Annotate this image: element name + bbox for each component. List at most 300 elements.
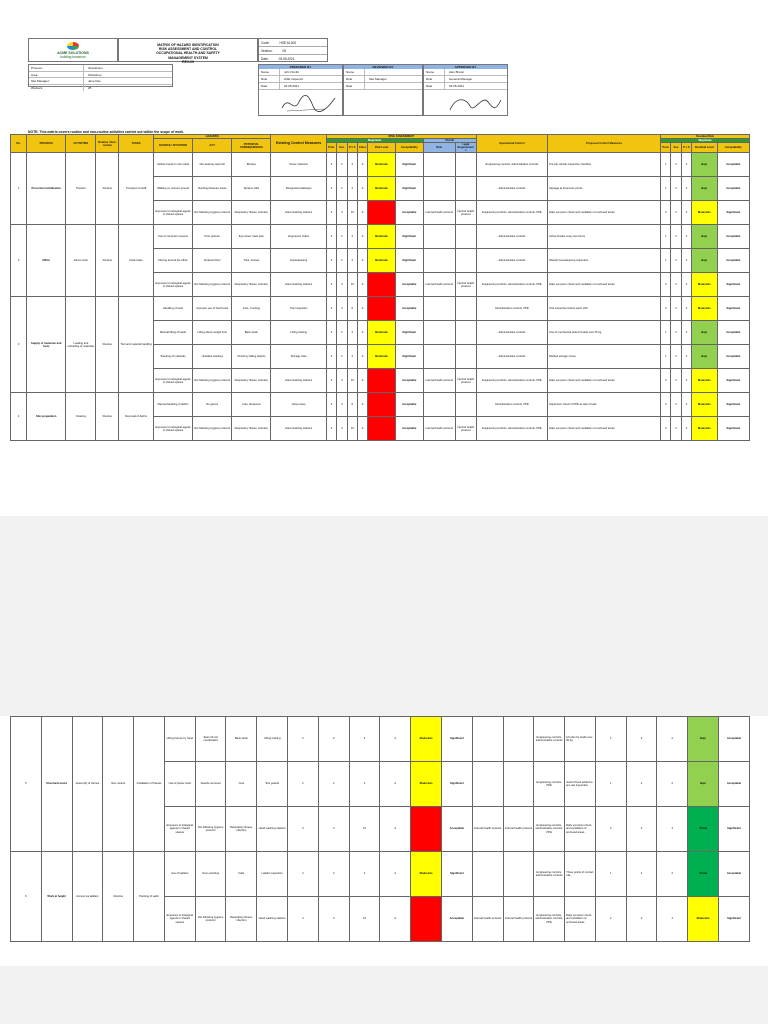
info-row bbox=[29, 65, 172, 72]
signature-value: 03.05.2021 bbox=[284, 84, 300, 88]
legal-requirement: Internal health protocol bbox=[455, 417, 476, 441]
signature-row bbox=[344, 69, 422, 76]
existing-control: Ladder inspection bbox=[257, 852, 288, 897]
signature-row bbox=[259, 76, 342, 83]
p-x-s-value: 8 bbox=[347, 297, 357, 321]
probability-value: 2 bbox=[326, 345, 336, 369]
signature-value: 03.05.2021 bbox=[449, 84, 465, 88]
existing-control: Hand washing stations bbox=[257, 807, 288, 852]
residual-level-badge: Bajo bbox=[692, 345, 717, 369]
routine-type: Routine bbox=[96, 297, 119, 393]
signature-label: Name bbox=[259, 69, 280, 75]
col-header-no: No. bbox=[11, 135, 27, 153]
risk-level-badge: Critico bbox=[368, 273, 396, 297]
proposed-control: Pre-trip vehicle inspection checklist bbox=[548, 153, 661, 177]
p-x-s-value: 4 bbox=[347, 345, 357, 369]
task-name: Tool and material handling bbox=[119, 297, 154, 393]
hazard-source: Exposure to biological agents in shared spaces bbox=[153, 201, 192, 225]
signature-value: HSE Inspector bbox=[284, 77, 304, 81]
residual-probability: 1 bbox=[595, 717, 626, 762]
risk-level-badge: Moderado bbox=[411, 852, 442, 897]
col-header-severity: Sev. bbox=[337, 143, 347, 153]
residual-p-x-s: 2 bbox=[657, 762, 688, 807]
probability-value: 4 bbox=[326, 273, 336, 297]
existing-control: Tool inspection bbox=[271, 297, 326, 321]
col-header-process: PROCESS bbox=[27, 135, 66, 153]
residual-acceptability: Acceptable bbox=[717, 249, 750, 273]
hazard-act: No gloves bbox=[193, 393, 232, 417]
proposed-control: Weekly housekeeping inspection bbox=[548, 249, 661, 273]
proposed-control: Supervisor check of PPE at start of task bbox=[548, 393, 661, 417]
severity-value: 2 bbox=[337, 153, 347, 177]
task-name: Desk tasks bbox=[119, 225, 154, 297]
class-value: A bbox=[357, 201, 367, 225]
document-note: NOTE: This matrix covers routine and non-routine activities carried out within the scope of work. bbox=[28, 130, 184, 134]
operational-control: Engineering controls, administrative controls, PPE bbox=[476, 417, 547, 441]
hazard-act: Not following hygiene protocol bbox=[195, 807, 226, 852]
residual-level-badge: Moderado bbox=[692, 369, 717, 393]
risk-level-badge: Moderado bbox=[368, 345, 396, 369]
signature-empty bbox=[344, 90, 422, 119]
acceptability-value: Acceptable bbox=[395, 393, 423, 417]
legal-requirement: Internal health protocol bbox=[503, 807, 534, 852]
class-value: A bbox=[357, 393, 367, 417]
routine-type: Routine bbox=[96, 153, 119, 225]
signature-row bbox=[344, 83, 422, 90]
residual-acceptability: Significant bbox=[717, 393, 750, 417]
hazard-act: Not following hygiene protocol bbox=[193, 273, 232, 297]
class-value: A bbox=[380, 717, 411, 762]
existing-control: Designated walkways bbox=[271, 177, 326, 201]
hazard-act: Over-reaching bbox=[195, 852, 226, 897]
residual-acceptability: Acceptable bbox=[717, 177, 750, 201]
proposed-control: Signage at all access points bbox=[548, 177, 661, 201]
residual-p-x-s: 4 bbox=[681, 417, 691, 441]
signature-row bbox=[424, 76, 507, 83]
proposed-control: Daily symptom check and ventilation of enclosed areas bbox=[548, 201, 661, 225]
risk-note: Internal health protocol bbox=[472, 807, 503, 852]
potential-consequence: Respiratory illness, infection bbox=[232, 273, 271, 297]
residual-acceptability: Acceptable bbox=[717, 153, 750, 177]
col-header-proposed-controls: Proposed Control Measures bbox=[548, 135, 661, 153]
potential-consequence: Respiratory illness, infection bbox=[232, 369, 271, 393]
residual-p-x-s: 4 bbox=[681, 297, 691, 321]
risk-level-badge: Moderado bbox=[368, 153, 396, 177]
existing-control: Tool guards bbox=[257, 762, 288, 807]
hazard-source: Exposure to biological agents in shared spaces bbox=[153, 273, 192, 297]
hazard-act: Rushing between areas bbox=[193, 177, 232, 201]
class-value: A bbox=[380, 897, 411, 942]
signature-row bbox=[344, 76, 422, 83]
approved-by-block bbox=[423, 64, 508, 116]
operational-control: Administrative controls bbox=[476, 225, 547, 249]
signature-label: Name bbox=[424, 69, 445, 75]
operational-control: Engineering controls, administrative controls, PPE bbox=[476, 369, 547, 393]
residual-severity: 2 bbox=[626, 897, 657, 942]
legal-requirement bbox=[455, 297, 476, 321]
acceptability-value: Acceptable bbox=[395, 273, 423, 297]
residual-acceptability: Acceptable bbox=[717, 225, 750, 249]
potential-consequence: Cuts, abrasions bbox=[232, 393, 271, 417]
severity-value: 4 bbox=[337, 417, 347, 441]
severity-value: 2 bbox=[337, 345, 347, 369]
proposed-control: Daily symptom check and ventilation of enclosed areas bbox=[548, 369, 661, 393]
residual-level-badge: Moderado bbox=[692, 393, 717, 417]
hazard-source: Use of power tools bbox=[164, 762, 195, 807]
existing-control: Lifting training bbox=[257, 717, 288, 762]
hazard-act: Cluttered floor bbox=[193, 249, 232, 273]
table-row bbox=[11, 297, 750, 321]
p-x-s-value: 4 bbox=[347, 225, 357, 249]
residual-p-x-s: 4 bbox=[681, 393, 691, 417]
residual-level-badge: Trivial bbox=[688, 807, 719, 852]
signature-image bbox=[259, 90, 342, 119]
meta-code bbox=[259, 39, 327, 47]
operational-control: Engineering controls, administrative controls, PPE bbox=[476, 201, 547, 225]
operational-control: Engineering controls, administrative controls, PPE bbox=[534, 807, 565, 852]
process-name: Work at height bbox=[41, 852, 72, 942]
residual-p-x-s: 4 bbox=[681, 201, 691, 225]
risk-note: Internal health protocol bbox=[472, 897, 503, 942]
residual-acceptability: Significant bbox=[717, 201, 750, 225]
risk-level-badge: Critico bbox=[411, 807, 442, 852]
info-value: Operations bbox=[88, 65, 103, 70]
meta-date bbox=[259, 55, 327, 63]
potential-consequence: Cuts bbox=[226, 762, 257, 807]
residual-level-badge: Moderado bbox=[692, 273, 717, 297]
residual-level-badge: Bajo bbox=[692, 249, 717, 273]
col-header-act: ACT bbox=[193, 139, 232, 153]
class-value: A bbox=[380, 852, 411, 897]
signature-heading: REVIEWED BY bbox=[344, 65, 422, 69]
hazard-source: Manual lifting of loads bbox=[153, 321, 192, 345]
row-number: 5 bbox=[11, 717, 42, 852]
signature-value: Alex Brown bbox=[449, 70, 465, 74]
row-number: 1 bbox=[11, 153, 27, 225]
meta-label: Code: bbox=[261, 40, 270, 45]
probability-value: 2 bbox=[326, 225, 336, 249]
hazard-source: Moving around the office bbox=[153, 249, 192, 273]
potential-consequence: Back strain bbox=[232, 321, 271, 345]
hazard-act: Team lift not coordinated bbox=[195, 717, 226, 762]
risk-level-badge: Moderado bbox=[368, 321, 396, 345]
p-x-s-value: 4 bbox=[349, 717, 380, 762]
signature-heading: PREPARED BY bbox=[259, 65, 342, 69]
acceptability-value: Significant bbox=[441, 852, 472, 897]
hazard-act: Improper use of hand tools bbox=[193, 297, 232, 321]
p-x-s-value: 4 bbox=[347, 177, 357, 201]
residual-probability: 2 bbox=[661, 273, 671, 297]
signature-label: Date bbox=[259, 83, 280, 89]
operational-control: Engineering controls, administrative controls bbox=[534, 717, 565, 762]
severity-value: 2 bbox=[318, 762, 349, 807]
legal-requirement: Internal health protocol bbox=[455, 273, 476, 297]
existing-control: Ergonomic chairs bbox=[271, 225, 326, 249]
residual-severity: 2 bbox=[671, 201, 681, 225]
probability-value: 4 bbox=[326, 201, 336, 225]
acceptability-value: Acceptable bbox=[395, 369, 423, 393]
p-x-s-value: 4 bbox=[349, 762, 380, 807]
residual-severity: 2 bbox=[671, 249, 681, 273]
probability-value: 2 bbox=[288, 717, 319, 762]
residual-level-badge: Bajo bbox=[688, 762, 719, 807]
signature-row bbox=[259, 83, 342, 90]
activity-name: Assembly of frames bbox=[72, 717, 103, 852]
info-value: Workshop bbox=[88, 72, 102, 77]
residual-probability: 2 bbox=[595, 897, 626, 942]
legal-requirement bbox=[455, 249, 476, 273]
residual-p-x-s: 2 bbox=[681, 225, 691, 249]
risk-matrix-table bbox=[10, 716, 750, 942]
logo-tagline: building tomorrow bbox=[60, 55, 86, 59]
residual-severity: 2 bbox=[626, 807, 657, 852]
legal-requirement: Internal health protocol bbox=[455, 201, 476, 225]
signature-label: Role bbox=[424, 76, 445, 82]
existing-control: Storage rules bbox=[271, 345, 326, 369]
p-x-s-value: 4 bbox=[347, 321, 357, 345]
severity-value: 2 bbox=[337, 177, 347, 201]
potential-consequence: Back strain bbox=[226, 717, 257, 762]
signature-label: Role bbox=[259, 76, 280, 82]
risk-note bbox=[472, 717, 503, 762]
residual-severity: 2 bbox=[626, 717, 657, 762]
signature-value: Site Manager bbox=[369, 77, 387, 81]
residual-probability: 1 bbox=[661, 153, 671, 177]
class-value: A bbox=[380, 807, 411, 852]
hazard-act: Not following hygiene protocol bbox=[193, 369, 232, 393]
hazard-source: Lifting frames by hand bbox=[164, 717, 195, 762]
proposed-control: Tool inspection before each shift bbox=[548, 297, 661, 321]
risk-note: Internal health protocol bbox=[423, 369, 455, 393]
info-row bbox=[29, 72, 172, 79]
severity-value: 4 bbox=[337, 297, 347, 321]
residual-p-x-s: 4 bbox=[681, 369, 691, 393]
residual-probability: 2 bbox=[661, 369, 671, 393]
hazard-act: Lifting above weight limit bbox=[193, 321, 232, 345]
probability-value: 4 bbox=[288, 897, 319, 942]
residual-severity: 2 bbox=[671, 297, 681, 321]
residual-severity: 2 bbox=[671, 345, 681, 369]
class-value: A bbox=[357, 297, 367, 321]
acceptability-value: Significant bbox=[441, 717, 472, 762]
title-line: OCCUPATIONAL HEALTH AND SAFETY bbox=[156, 51, 220, 56]
document-title bbox=[118, 38, 258, 62]
severity-value: 4 bbox=[337, 369, 347, 393]
class-value: A bbox=[380, 762, 411, 807]
residual-severity: 2 bbox=[671, 177, 681, 201]
col-header-activities: ACTIVITIES bbox=[66, 135, 96, 153]
hazard-source: Exposure to biological agents in shared spaces bbox=[164, 807, 195, 852]
process-name: Structural works bbox=[41, 717, 72, 852]
operational-control: Engineering controls, administrative controls, PPE bbox=[476, 273, 547, 297]
p-x-s-value: 16 bbox=[347, 273, 357, 297]
col-header-probability: Prob. bbox=[326, 143, 336, 153]
residual-p-x-s: 2 bbox=[657, 717, 688, 762]
acceptability-value: Acceptable bbox=[395, 201, 423, 225]
col-header-risk: Risk bbox=[423, 143, 455, 153]
hazard-act: Guards removed bbox=[195, 762, 226, 807]
class-value: A bbox=[357, 153, 367, 177]
potential-consequence: Trips, bruises bbox=[232, 249, 271, 273]
hazard-source: Walking on uneven ground bbox=[153, 177, 192, 201]
col-header-value: VALUE bbox=[423, 139, 476, 143]
residual-severity: 2 bbox=[626, 852, 657, 897]
severity-value: 2 bbox=[318, 852, 349, 897]
class-value: A bbox=[357, 321, 367, 345]
probability-value: 2 bbox=[326, 177, 336, 201]
p-x-s-value: 16 bbox=[347, 417, 357, 441]
residual-level-badge: Moderado bbox=[692, 201, 717, 225]
risk-note bbox=[423, 177, 455, 201]
residual-acceptability: Acceptable bbox=[718, 852, 749, 897]
risk-level-badge: Critico bbox=[368, 201, 396, 225]
hazard-act: Poor posture bbox=[193, 225, 232, 249]
residual-probability: 2 bbox=[661, 417, 671, 441]
col-header-residual-severity: Sev. bbox=[671, 143, 681, 153]
acceptability-value: Acceptable bbox=[395, 417, 423, 441]
risk-note: Internal health protocol bbox=[423, 273, 455, 297]
residual-level-badge: Bajo bbox=[688, 717, 719, 762]
residual-severity: 2 bbox=[671, 225, 681, 249]
info-value: Jane Doe bbox=[88, 79, 101, 84]
process-info bbox=[28, 64, 173, 90]
residual-level-badge: Moderado bbox=[688, 897, 719, 942]
proposed-control: Daily symptom check and ventilation of enclosed areas bbox=[548, 273, 661, 297]
meta-version bbox=[259, 47, 327, 55]
residual-level-badge: Trivial bbox=[688, 852, 719, 897]
logo-name: ACME SOLUTIONS bbox=[57, 51, 89, 55]
meta-value: 05 bbox=[282, 48, 287, 53]
legal-requirement bbox=[455, 393, 476, 417]
residual-severity: 2 bbox=[671, 153, 681, 177]
severity-value: 2 bbox=[337, 225, 347, 249]
table-row bbox=[11, 393, 750, 417]
existing-control: Hand washing stations bbox=[271, 369, 326, 393]
existing-control: Driver induction bbox=[271, 153, 326, 177]
legal-requirement bbox=[455, 177, 476, 201]
hazard-source: Manual handling of debris bbox=[153, 393, 192, 417]
probability-value: 4 bbox=[326, 369, 336, 393]
risk-note bbox=[423, 153, 455, 177]
info-row bbox=[29, 85, 172, 91]
col-header-hazards: HAZARDS bbox=[153, 135, 271, 139]
acceptability-value: Significant bbox=[441, 762, 472, 807]
hazard-source: Vehicle travel on site roads bbox=[153, 153, 192, 177]
potential-consequence: Struck by falling objects bbox=[232, 345, 271, 369]
residual-acceptability: Significant bbox=[717, 417, 750, 441]
meta-label: Date: bbox=[261, 57, 269, 61]
process-name: Supply of materials and tools bbox=[27, 297, 66, 393]
class-value: A bbox=[357, 225, 367, 249]
col-header-residual-acceptability: Acceptability bbox=[717, 143, 750, 153]
residual-severity: 2 bbox=[671, 369, 681, 393]
process-name: Office bbox=[27, 225, 66, 297]
operational-control: Engineering controls, administrative controls, PPE bbox=[534, 897, 565, 942]
residual-probability: 1 bbox=[661, 177, 671, 201]
acceptability-value: Significant bbox=[395, 345, 423, 369]
acceptability-value: Acceptable bbox=[395, 297, 423, 321]
acceptability-value: Significant bbox=[395, 153, 423, 177]
residual-acceptability: Significant bbox=[717, 273, 750, 297]
residual-level-badge: Moderado bbox=[692, 297, 717, 321]
col-header-source: SOURCE / SITUATION bbox=[153, 139, 192, 153]
severity-value: 2 bbox=[337, 249, 347, 273]
col-header-magnitude: Magnitude bbox=[326, 139, 423, 143]
residual-acceptability: Significant bbox=[718, 897, 749, 942]
existing-control: Hand washing stations bbox=[271, 417, 326, 441]
residual-probability: 2 bbox=[595, 807, 626, 852]
residual-acceptability: Significant bbox=[717, 369, 750, 393]
potential-consequence: Falls bbox=[226, 852, 257, 897]
col-header-risk-level: Risk Level bbox=[368, 143, 396, 153]
signature-row bbox=[424, 69, 507, 76]
residual-severity: 2 bbox=[626, 762, 657, 807]
proposed-control: Marked storage zones bbox=[548, 345, 661, 369]
class-value: A bbox=[357, 417, 367, 441]
residual-severity: 2 bbox=[671, 393, 681, 417]
acceptability-value: Acceptable bbox=[441, 897, 472, 942]
info-label: Workers: bbox=[29, 85, 84, 91]
routine-type: Routine bbox=[96, 225, 119, 297]
residual-p-x-s: 4 bbox=[657, 897, 688, 942]
residual-probability: 1 bbox=[595, 762, 626, 807]
residual-p-x-s: 2 bbox=[657, 852, 688, 897]
class-value: A bbox=[357, 369, 367, 393]
risk-level-badge: Moderado bbox=[368, 249, 396, 273]
risk-level-badge: Critico bbox=[368, 369, 396, 393]
activity-name: Loading and unloading of materials bbox=[66, 297, 96, 393]
potential-consequence: Respiratory illness, infection bbox=[226, 807, 257, 852]
residual-severity: 2 bbox=[671, 321, 681, 345]
info-label: Process: bbox=[29, 65, 84, 71]
probability-value: 2 bbox=[288, 852, 319, 897]
potential-consequence: Respiratory illness, infection bbox=[232, 201, 271, 225]
probability-value: 2 bbox=[326, 393, 336, 417]
existing-control: Glove issue bbox=[271, 393, 326, 417]
severity-value: 4 bbox=[337, 393, 347, 417]
residual-acceptability: Acceptable bbox=[717, 345, 750, 369]
class-value: A bbox=[357, 345, 367, 369]
col-header-risk-assessment: RISK ASSESSMENT bbox=[326, 135, 476, 139]
signature-row bbox=[259, 69, 342, 76]
col-header-residual-probability: Prob. bbox=[661, 143, 671, 153]
activity-name: Admin work bbox=[66, 225, 96, 297]
risk-note: Internal health protocol bbox=[423, 417, 455, 441]
row-number: 6 bbox=[11, 852, 42, 942]
operational-control: Engineering controls, PPE bbox=[534, 762, 565, 807]
residual-acceptability: Acceptable bbox=[718, 762, 749, 807]
process-name: Site preparation bbox=[27, 393, 66, 441]
acceptability-value: Significant bbox=[395, 225, 423, 249]
risk-level-badge: Moderado bbox=[368, 225, 396, 249]
risk-note bbox=[423, 297, 455, 321]
proposed-control: Guard check added to pre-use inspection bbox=[565, 762, 596, 807]
acceptability-value: Significant bbox=[395, 321, 423, 345]
hazard-source: Use of computer screens bbox=[153, 225, 192, 249]
potential-consequence: Bruises bbox=[232, 153, 271, 177]
operational-control: Administrative controls bbox=[476, 345, 547, 369]
operational-control: Administrative controls bbox=[476, 177, 547, 201]
reviewed-by-block bbox=[343, 64, 423, 116]
info-label: Site Manager: bbox=[29, 78, 84, 84]
document-meta bbox=[258, 38, 328, 62]
table-row bbox=[11, 852, 750, 897]
probability-value: 2 bbox=[326, 321, 336, 345]
severity-value: 2 bbox=[318, 717, 349, 762]
risk-level-badge: Critico bbox=[368, 297, 396, 321]
existing-control: Lifting training bbox=[271, 321, 326, 345]
hazard-source: Stacking of materials bbox=[153, 345, 192, 369]
